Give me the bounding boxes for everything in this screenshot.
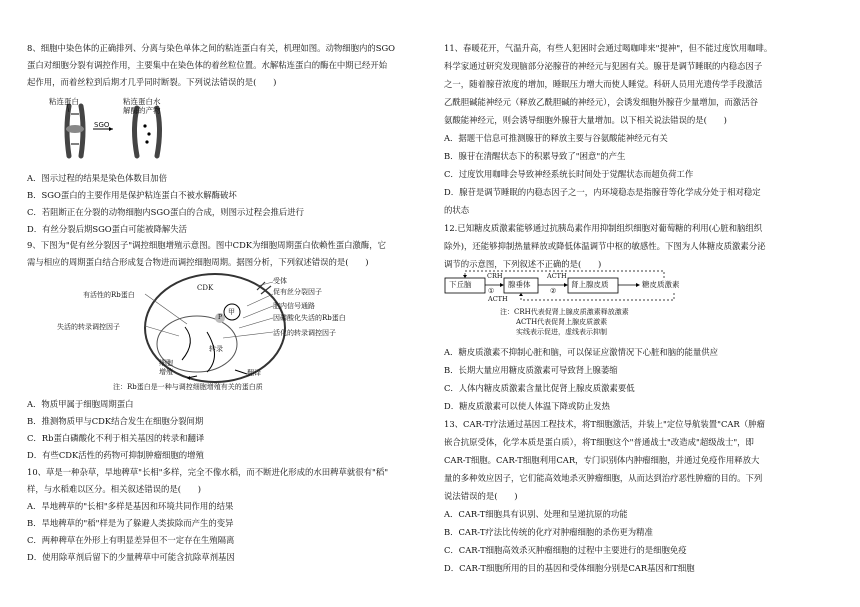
q8-option-d: D．有丝分裂后期SGO蛋白可能被降解失活	[27, 224, 188, 234]
q9-option-c: C．Rb蛋白磷酸化不利于相关基因的转录和翻译	[27, 433, 205, 443]
q9-option-b: B．推测物质甲与CDK结合发生在细胞分裂间期	[27, 416, 204, 426]
q10-option-d: D．使用除草剂后留下的少量稗草中可能含抗除草剂基因	[27, 552, 235, 562]
q13-line-5: 说法错误的是( )	[444, 491, 518, 501]
label-inactive-tf: 失活的转录调控因子	[57, 323, 120, 331]
q12-line-3: 调节的示意图，下列叙述不正确的是( )	[444, 259, 602, 269]
q12-note-2: ACTH代表促肾上腺皮质激素	[516, 318, 608, 326]
q10-stem-line-1: 10、草是一种杂草，旱地稗草"长相"多样，完全不像水稻，而不断进化形成的水田稗草就很有"稻"	[27, 467, 389, 477]
label-proliferation-2: 增殖	[159, 368, 173, 376]
label-receptor: 受体	[273, 277, 287, 285]
label-transcription: 转录	[209, 345, 223, 353]
q8-chromosome-figure	[47, 96, 182, 162]
label-mitogen: 促有丝分裂因子	[273, 288, 322, 296]
q12-line-1: 12.已知糖皮质激素能够通过抗胰岛素作用抑制组织细胞对葡萄糖的利用(心脏和脑组织	[444, 223, 763, 233]
q9-stem-line-2: 需与相应的周期蛋白结合形成复合物进而调控细胞周期。据图分析，下列叙述错误的是( )	[27, 257, 369, 267]
q11-line-5: 氨酸能神经元，则会诱导细胞外腺苷大量增加。以下相关说法错误的是( )	[444, 115, 727, 125]
label-circle-1: ①	[488, 287, 495, 295]
q11-option-d-line-1: D．腺苷是调节睡眠的内稳态因子之一，内环境稳态是指腺苷等化学成分处于相对稳定	[444, 187, 761, 197]
label-signal-pathway: 胞内信号通路	[273, 302, 315, 310]
label-cohesin-hydrolase-2: 解酶的产物	[123, 106, 161, 115]
q13-option-b: B．CAR-T疗法比传统的化疗对肿瘤细胞的杀伤更为精准	[444, 527, 653, 537]
label-acth-top: ACTH	[547, 272, 567, 280]
q8-option-c: C．若阻断正在分裂的动物细胞内SGO蛋白的合成，则图示过程会推后进行	[27, 207, 304, 217]
q13-option-a: A．CAR-T细胞具有识别、处理和呈递抗原的功能	[444, 509, 628, 519]
q11-line-4: 乙酰胆碱能神经元（释放乙酰胆碱的神经元），会诱发细胞外腺苷少量增加，而激活谷	[444, 97, 759, 107]
label-active-tf: 活化的转录调控因子	[273, 329, 336, 337]
q12-note-1: 注：CRH代表促肾上腺皮质激素释放激素	[500, 308, 629, 316]
label-glucocorticoid: 糖皮质激素	[642, 280, 680, 289]
label-phospho-rb: 因磷酸化失活的Rb蛋白	[273, 314, 346, 322]
q8-option-b: B．SGO蛋白的主要作用是保护粘连蛋白不被水解酶破坏	[27, 190, 237, 200]
q13-line-4: 量的多种效应因子，它们能高效地杀灭肿瘤细胞，从而达到治疗恶性肿瘤的目的。下列	[444, 473, 763, 483]
label-translation: 翻译	[247, 369, 261, 377]
q9-cell-figure	[47, 272, 377, 392]
label-p: P	[218, 314, 223, 321]
q11-option-a: A．据题干信息可推测腺苷的释放主要与谷氨酸能神经元有关	[444, 133, 668, 143]
q12-option-a: A．糖皮质激素不抑制心脏和脑，可以保证应激情况下心脏和脑的能量供应	[444, 347, 719, 357]
q12-line-2: 除外)，还能够抑制热量释放或降低体温调节中枢的敏感性。下图为人体糖皮质激素分泌	[444, 241, 766, 251]
q10-stem-line-2: 样，与水稻难以区分。相关叙述错误的是( )	[27, 484, 202, 494]
q11-option-d-line-2: 的状态	[444, 205, 470, 215]
q12-option-b: B．长期大量应用糖皮质激素可导致肾上腺萎缩	[444, 365, 618, 375]
label-jia: 甲	[228, 308, 235, 316]
label-circle-2: ②	[550, 287, 557, 295]
q9-option-a: A．物质甲属于细胞周期蛋白	[27, 399, 134, 409]
q12-option-c: C．人体内糖皮质激素含量比促肾上腺皮质激素要低	[444, 383, 635, 393]
q9-figure-note: 注：Rb蛋白是一种与调控细胞增殖有关的蛋白质	[113, 383, 263, 391]
q13-line-3: CAR-T细胞。CAR-T细胞利用CAR，专门识别体内肿瘤细胞，并通过免疫作用释放大	[444, 455, 760, 465]
q13-option-d: D．CAR-T细胞所用的目的基因和受体细胞分别是CAR基因和T细胞	[444, 563, 695, 573]
q8-option-a: A．图示过程的结果是染色体数目加倍	[27, 173, 168, 183]
q9-option-d: D．有些CDK活性的药物可抑制肿瘤细胞的增殖	[27, 450, 204, 460]
q13-line-2: 嵌合抗原受体，化学本质是蛋白质），将T细胞这个"普通战士"改造成"超级战士"，即	[444, 437, 754, 447]
q8-stem-line-1: 8、细胞中染色体的正确排列、分离与染色单体之间的粘连蛋白有关，机理如图。动物细胞内的SGO	[27, 43, 395, 53]
q10-option-c: C．两种稗草在外形上有明显差异但不一定存在生殖隔离	[27, 535, 235, 545]
q12-hormone-figure	[444, 270, 734, 338]
q13-line-1: 13、CAR-T疗法通过基因工程技术，将T细胞激活，并装上"定位导航装置"CAR（肿瘤	[444, 419, 765, 429]
label-active-rb: 有活性的Rb蛋白	[83, 291, 135, 299]
label-acth-bottom: ACTH	[488, 295, 508, 303]
q9-stem-line-1: 9、下图为"促有丝分裂因子"调控细胞增殖示意图。图中CDK为细胞周期蛋白依赖性蛋白激酶，它	[27, 240, 387, 250]
label-sgo: SGO	[94, 121, 110, 129]
label-cdk: CDK	[197, 284, 214, 292]
label-crh: CRH	[487, 272, 503, 280]
box-pituitary: 腺垂体	[508, 280, 531, 289]
q8-stem-line-3: 起作用，而着丝粒到后期才几乎同时断裂。下列说法错误的是( )	[27, 77, 277, 87]
q12-option-d: D．糖皮质激素可以使人体温下降或防止发热	[444, 401, 610, 411]
box-adrenal-cortex: 肾上腺皮质	[571, 280, 609, 289]
q10-option-a: A．旱地稗草的"长相"多样是基因和环境共同作用的结果	[27, 501, 234, 511]
q11-line-1: 11、春暖花开，气温升高，有些人犯困时会通过喝咖啡来"提神"，但不能过度饮用咖啡。	[444, 43, 773, 53]
q13-option-c: C．CAR-T细胞高效杀灭肿瘤细胞的过程中主要进行的是细胞免疫	[444, 545, 687, 555]
q11-option-b: B．腺苷在清醒状态下的积累导致了"困意"的产生	[444, 151, 626, 161]
q11-option-c: C．过度饮用咖啡会导致神经系统长时间处于觉醒状态而超负荷工作	[444, 169, 694, 179]
label-cohesin: 粘连蛋白	[49, 97, 79, 106]
label-cohesin-hydrolase-1: 粘连蛋白水	[123, 97, 161, 106]
q12-note-3: 实线表示促进，虚线表示抑制	[516, 328, 607, 336]
q11-line-2: 科学家通过研究发现脑部分泌腺苷的神经元与犯困有关。腺苷是调节睡眠的内稳态因子	[444, 61, 763, 71]
q11-line-3: 之一，随着腺苷浓度的增加，睡眠压力增大而使人睡觉。科研人员用光遗传学手段激活	[444, 79, 763, 89]
label-proliferation-1: 细胞	[159, 359, 173, 367]
q8-stem-line-2: 蛋白对细胞分裂有调控作用，主要集中在染色体的着丝粒位置。水解粘连蛋白的酶在中期已经开始	[27, 60, 388, 70]
box-hypothalamus: 下丘脑	[449, 280, 472, 289]
q10-option-b: B．旱地稗草的"稻"样是为了躲避人类拔除而产生的变异	[27, 518, 234, 528]
